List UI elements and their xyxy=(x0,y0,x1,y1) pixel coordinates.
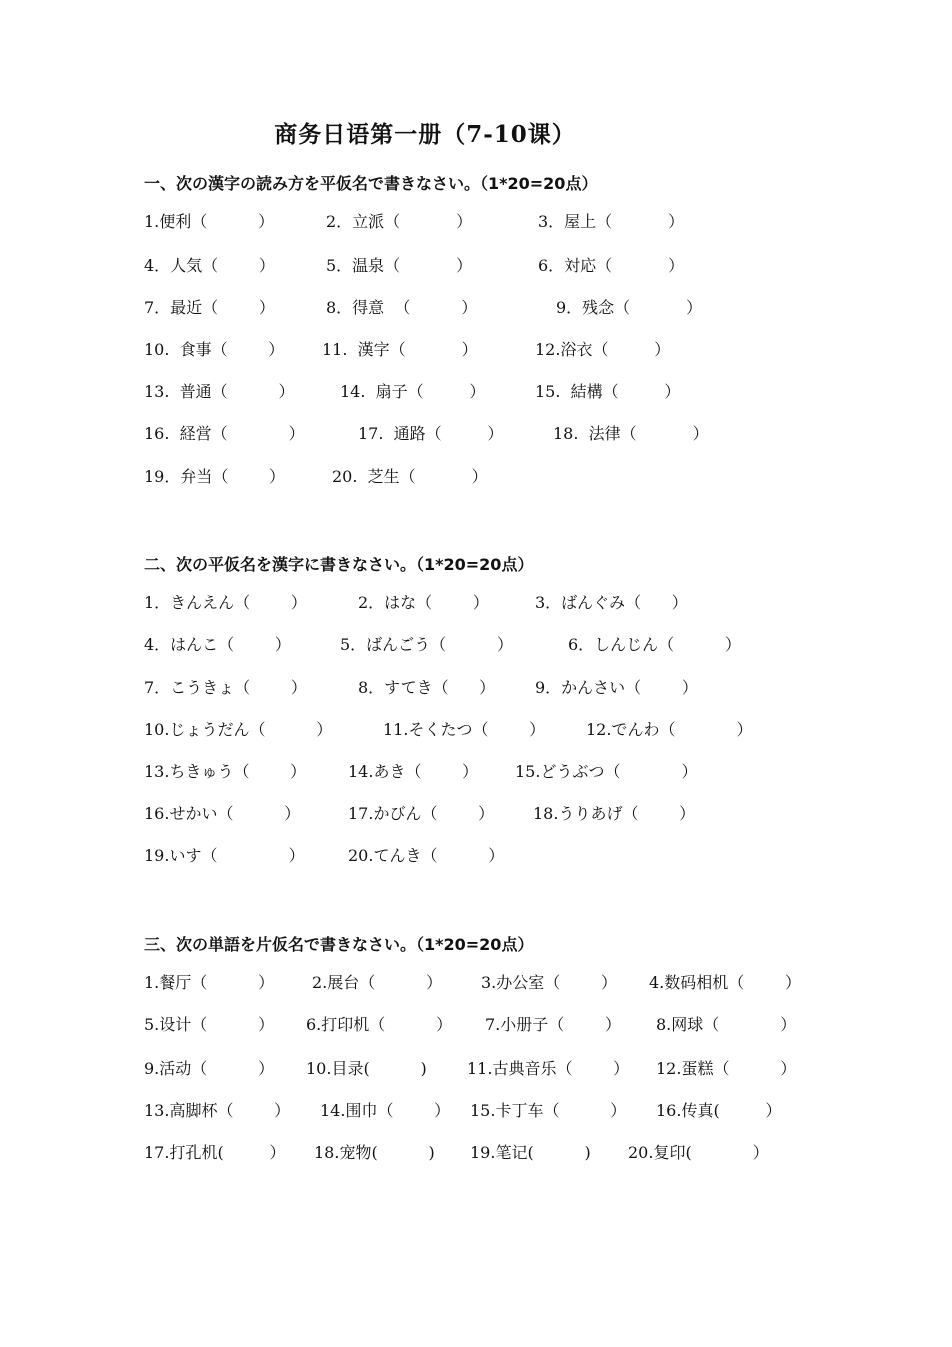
question-item: 11. 漢字（ ） xyxy=(322,340,478,359)
question-item: 6．対応（ ） xyxy=(538,256,685,275)
question-item: 14.あき（ ） xyxy=(348,762,479,781)
question-item: 6.打印机（ ） xyxy=(306,1015,453,1034)
question-item: 15. 結構（ ） xyxy=(535,382,681,401)
question-item: 16.传真( ） xyxy=(656,1101,782,1120)
question-item: 17. 通路（ ） xyxy=(358,424,504,443)
section-2-heading: 二、次の平仮名を漢字に書きなさい。（1*20=20点） xyxy=(144,555,534,574)
question-item: 9.活动（ ） xyxy=(144,1059,275,1078)
question-item: 14. 扇子（ ） xyxy=(340,382,486,401)
question-item: 1.餐厅（ ） xyxy=(144,973,275,992)
page-title: 商务日语第一册（7-10课） xyxy=(274,121,576,148)
question-item: 3．屋上（ ） xyxy=(538,212,685,231)
question-item: 8．すてき（ ） xyxy=(358,678,496,697)
question-item: 10.目录( ) xyxy=(306,1059,427,1078)
question-item: 2．はな（ ） xyxy=(358,593,489,612)
question-item: 4．人気（ ） xyxy=(144,256,275,275)
question-item: 17.かびん（ ） xyxy=(348,804,495,823)
question-item: 19.笔记( ) xyxy=(470,1143,591,1162)
question-item: 15.卡丁车（ ） xyxy=(470,1101,627,1120)
question-item: 19．弁当（ ） xyxy=(144,467,286,486)
question-item: 18.宠物( ) xyxy=(314,1143,435,1162)
section-1-heading: 一、次の漢字の読み方を平仮名で書きなさい。（1*20=20点） xyxy=(144,174,598,193)
question-item: 3.办公室（ ） xyxy=(481,973,617,992)
question-item: 13. 普通（ ） xyxy=(144,382,295,401)
question-item: 11.そくたつ（ ） xyxy=(383,720,546,739)
question-item: 16.せかい（ ） xyxy=(144,804,301,823)
question-item: 12.でんわ（ ） xyxy=(586,720,753,739)
question-item: 18.うりあげ（ ） xyxy=(533,804,696,823)
question-item: 16. 経営（ ） xyxy=(144,424,305,443)
question-item: 20.てんき（ ） xyxy=(348,846,505,865)
question-item: 2.展台（ ） xyxy=(312,973,443,992)
question-item: 5．温泉（ ） xyxy=(326,256,473,275)
question-item: 12.蛋糕（ ） xyxy=(656,1059,797,1078)
question-item: 7.小册子（ ） xyxy=(485,1015,621,1034)
question-item: 4．はんこ（ ） xyxy=(144,635,291,654)
question-item: 11.古典音乐（ ） xyxy=(467,1059,630,1078)
question-item: 10.じょうだん（ ） xyxy=(144,720,333,739)
question-item: 18. 法律（ ） xyxy=(553,424,709,443)
question-item: 8．得意 （ ） xyxy=(326,298,478,317)
question-item: 10. 食事（ ） xyxy=(144,340,285,359)
question-item: 20.复印( ） xyxy=(628,1143,769,1162)
question-item: 14.围巾（ ） xyxy=(320,1101,451,1120)
question-item: 4.数码相机（ ） xyxy=(649,973,801,992)
question-item: 13.ちきゅう（ ） xyxy=(144,762,307,781)
question-item: 19.いす（ ） xyxy=(144,846,305,865)
question-item: 15.どうぶつ（ ） xyxy=(515,762,698,781)
section-3-heading: 三、次の単語を片仮名で書きなさい。（1*20=20点） xyxy=(144,935,534,954)
question-item: 5．ばんごう（ ） xyxy=(340,635,514,654)
question-item: 9．かんさい（ ） xyxy=(535,678,698,697)
question-item: 12.浴衣（ ） xyxy=(535,340,671,359)
question-item: 9．残念（ ） xyxy=(556,298,703,317)
question-item: 1.便利（ ） xyxy=(144,212,275,231)
question-item: 8.网球（ ） xyxy=(656,1015,797,1034)
question-item: 1．きんえん（ ） xyxy=(144,593,307,612)
question-item: 6．しんじん（ ） xyxy=(568,635,742,654)
question-item: 20. 芝生（ ） xyxy=(332,467,488,486)
question-item: 7．最近（ ） xyxy=(144,298,275,317)
question-item: 17.打孔机( ） xyxy=(144,1143,286,1162)
question-item: 13.高脚杯（ ） xyxy=(144,1101,291,1120)
question-item: 5.设计（ ） xyxy=(144,1015,275,1034)
question-item: 3．ばんぐみ（ ） xyxy=(535,593,688,612)
question-item: 7．こうきょ（ ） xyxy=(144,678,307,697)
question-item: 2．立派（ ） xyxy=(326,212,473,231)
